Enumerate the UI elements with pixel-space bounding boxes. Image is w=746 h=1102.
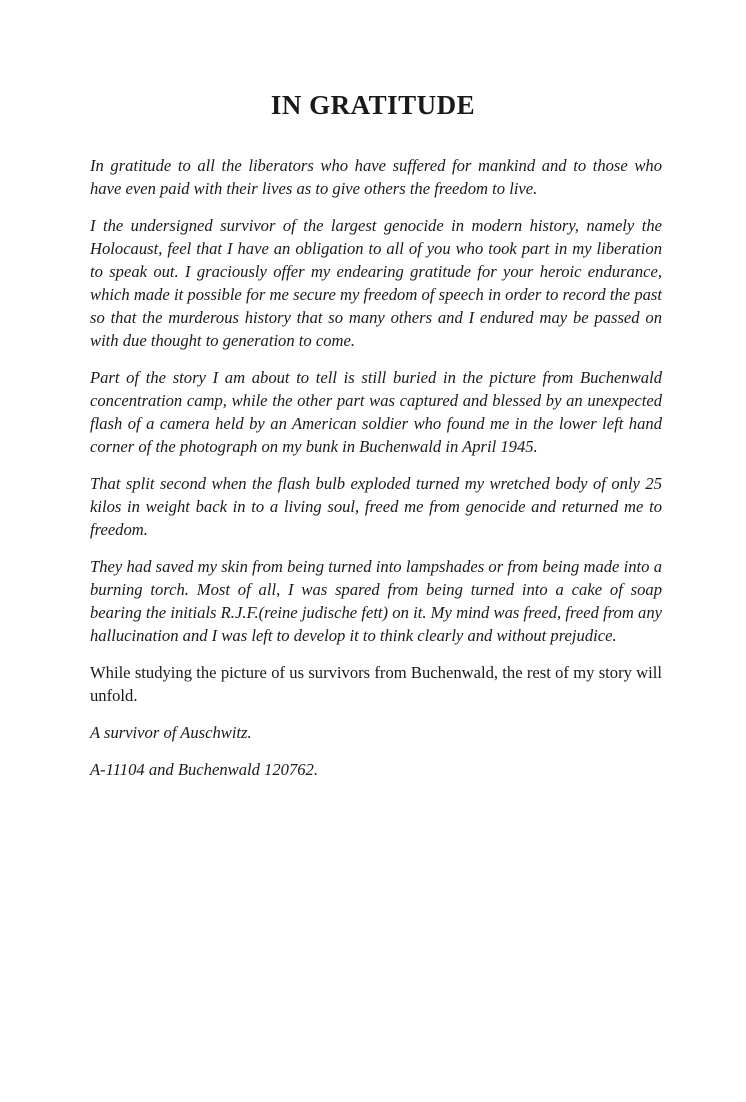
- signature-line: A survivor of Auschwitz.: [90, 723, 252, 742]
- paragraph-spared: They had saved my skin from being turned into lampshades or from being made into a burning torch. Most of all, I was spared from being turned into a cake of soap bearing the initials R.J.F.(reine judische fett) on it. My mind was freed, freed from any hallucination and I was left to develop it to think clearly and without prejudice.: [90, 557, 662, 645]
- paragraph-obligation: I the undersigned survivor of the largest genocide in modern history, namely the Holocaust, feel that I have an obligation to all of you who took part in my liberation to speak out. I graciously offer my endearing gratitude for your heroic endurance, which made it possible for me secure my freedom of speech in order to record the past so that the murderous history that so many others and I endured may be passed on with due thought to generation to come.: [90, 216, 662, 350]
- page-title: IN GRATITUDE: [270, 90, 476, 120]
- paragraph-story-photograph: Part of the story I am about to tell is still buried in the picture from Buchenwald concentration camp, while the other part was captured and blessed by an unexpected flash of a camera held by an American soldier who found me in the lower left hand corner of the photograph on my bunk in Buchenwald in April 1945.: [90, 368, 662, 456]
- document-body: [90, 154, 662, 795]
- paragraph-closing: While studying the picture of us survivors from Buchenwald, the rest of my story will unfold.: [90, 663, 662, 705]
- paragraph-gratitude-intro: In gratitude to all the liberators who have suffered for mankind and to those who have even paid with their lives as to give others the freedom to live.: [90, 156, 662, 198]
- paragraph-flash-bulb: That split second when the flash bulb exploded turned my wretched body of only 25 kilos in weight back in to a living soul, freed me from genocide and returned me to freedom.: [90, 474, 662, 539]
- prisoner-numbers: A-11104 and Buchenwald 120762.: [90, 760, 318, 779]
